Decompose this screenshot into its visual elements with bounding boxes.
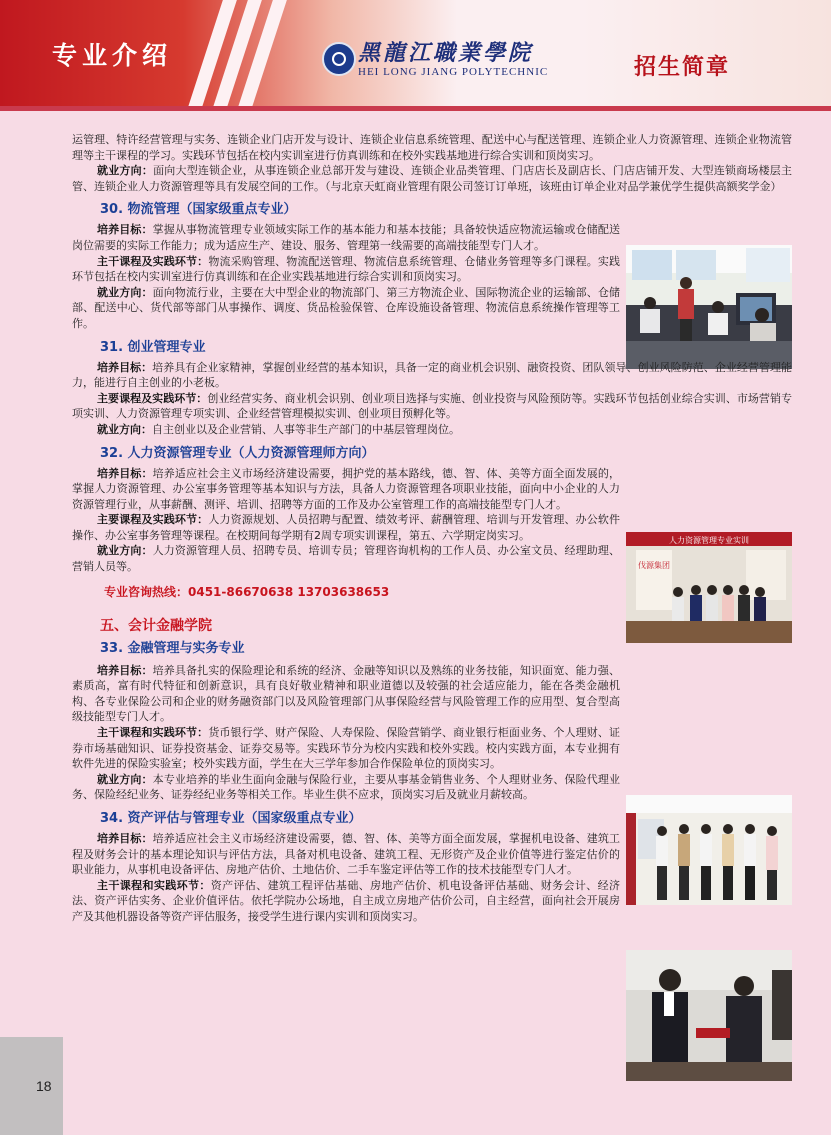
course-label: 主干课程和实践环节： xyxy=(97,726,209,740)
major-31-course xyxy=(72,391,792,422)
major-33-goal xyxy=(72,663,620,725)
course-text: 创业经营实务、商业机会识别、创业项目选择与实施、创业投资与风险预防等。实践环节包括创业综合实训、市场营销专项实训、人力资源管理专项实训、企业经营管理模拟实训、创业项目预孵化等。 xyxy=(72,391,793,421)
college-heading: 五、会计金融学院 xyxy=(100,617,212,634)
major-34-title: 34. 资产评估与管理专业（国家级重点专业） xyxy=(100,811,362,826)
job-label: 就业方向： xyxy=(97,772,153,786)
intro-job-paragraph xyxy=(72,163,792,194)
course-label: 主干课程及实践环节： xyxy=(97,254,209,268)
page-body xyxy=(72,132,792,925)
photo-hr-banner: 人力资源管理专业实训 xyxy=(669,536,749,545)
major-34-body xyxy=(72,831,620,925)
photo-hr-screen: 伐源集团 xyxy=(638,561,670,570)
major-31-goal xyxy=(72,360,792,391)
school-logo-icon xyxy=(322,42,356,76)
major-30-body xyxy=(72,222,620,331)
job-text: 人力资源管理人员、招聘专员、培训专员；管理咨询机构的工作人员、办公室文员、经理助理、营销人员等。 xyxy=(72,544,621,574)
intro-paragraph: 运管理、特许经营管理与实务、连锁企业门店开发与设计、连锁企业信息系统管理、配送中心与配送管理、连锁企业人力资源管理、连锁企业物流管理等主干课程的学习。实践环节包括在校内实训室进行仿真训练和在校外实践基地进行综合实训和顶岗实习。 xyxy=(72,133,792,162)
major-30-goal xyxy=(72,222,620,253)
major-32-body xyxy=(72,466,620,575)
course-text: 资产评估、建筑工程评估基础、房地产估价、机电设备评估基础、财务会计、经济法、资产评估实务、企业价值评估。依托学院办公场地，自主成立房地产估价公司，自主经营，面向社会开展房产及其他机器设备等资产评估服务，接受学生进行课内实训和顶岗实习。 xyxy=(72,878,621,923)
goal-text: 培养适应社会主义市场经济建设需要，拥护党的基本路线，德、智、体、美等方面全面发展的，掌握人力资源管理、办公室事务管理等基本知识与方法，具备人力资源管理各项职业技能，面向中小企业的人力资源管理行业，从事薪酬、测评、培训、招聘等方面的工作及办公室管理工作的高端技能型专门人才。 xyxy=(72,466,621,511)
header-bar xyxy=(0,106,831,111)
course-text: 人力资源规划、人员招聘与配置、绩效考评、薪酬管理、培训与开发管理、办公软件操作、办公室事务管理等课程。在校期间每学期有2周专项实训课程，第五、六学期定岗实习。 xyxy=(72,513,621,542)
major-32-job xyxy=(72,543,620,574)
goal-label: 培养目标： xyxy=(97,832,153,845)
school-name-cn: 黑龍江職業學院 xyxy=(358,40,534,66)
goal-label: 培养目标： xyxy=(97,466,153,480)
page-header xyxy=(0,0,831,110)
goal-text: 培养具备扎实的保险理论和系统的经济、金融等知识以及熟练的业务技能，知识面宽、能力强、素质高，富有时代特征和创新意识，具有良好敬业精神和职业道德以及较强的社会适应能力，能在各类金融机构、各专业保险公司和企业的财务融资部门以及风险管理部门从事保险经营与风险管理工作的应用型、复合型高级技能型专门人才。 xyxy=(72,663,621,724)
major-33-body xyxy=(72,663,620,803)
major-31-job xyxy=(72,422,792,438)
job-text: 本专业培养的毕业生面向金融与保险行业，主要从事基金销售业务、个人理财业务、保险代理业务、保险经纪业务、证券经纪业务等相关工作。毕业生供不应求，顶岗实习后及就业月薪较高。 xyxy=(72,772,621,802)
major-30-course xyxy=(72,254,620,285)
major-33-course xyxy=(72,725,620,772)
job-label: 就业方向： xyxy=(97,544,153,558)
intro-job-label: 就业方向： xyxy=(97,164,154,178)
goal-label: 培养目标： xyxy=(97,360,153,374)
job-text: 面向物流行业，主要在大中型企业的物流部门、第三方物流企业、国际物流企业的运输部、仓储部、配送中心、货代部等部门从事操作、调度、货品检验保管、仓库设施设备管理、物流信息系统操作管理等工作。 xyxy=(72,285,621,330)
major-33-job xyxy=(72,772,620,803)
school-name-en: HEI LONG JIANG POLYTECHNIC xyxy=(358,66,549,78)
course-label: 主干课程和实践环节： xyxy=(97,878,211,892)
course-label: 主要课程及实践环节： xyxy=(97,513,209,527)
major-33-title: 33. 金融管理与实务专业 xyxy=(100,640,245,656)
intro-job-text: 面向大型连锁企业，从事连锁企业总部开发与建设、连锁企业品类管理、门店店长及副店长、门店店铺开发、大型连锁商场楼层主管、连锁企业人力资源管理等具有发展空间的工作。（与北京天虹商业管理有限公司签订订单班，该班由订单企业对品学兼优学生提供高额奖学金） xyxy=(72,164,793,193)
major-32-title: 32. 人力资源管理专业（人力资源管理师方向） xyxy=(100,445,375,461)
goal-text: 培养具有企业家精神，掌握创业经营的基本知识，具备一定的商业机会识别、融资投资、团队领导、创业风险防范、企业经营管理能力，能进行自主创业的小老板。 xyxy=(72,360,793,390)
page-number-block xyxy=(0,1037,63,1135)
goal-label: 培养目标： xyxy=(97,223,153,237)
goal-label: 培养目标： xyxy=(97,663,153,677)
major-34-goal xyxy=(72,831,620,878)
page-number: 18 xyxy=(36,1078,52,1094)
major-32-course xyxy=(72,512,620,543)
consult-hotline: 专业咨询热线：0451-86670638 13703638653 xyxy=(104,584,390,599)
major-30-title: 30. 物流管理（国家级重点专业） xyxy=(100,202,297,218)
course-text: 物流采购管理、物流配送管理、物流信息系统管理、仓储业务管理等多门课程。实践环节包括在校内实训室进行仿真训练和在企业实践基地进行综合实训和顶岗实习。 xyxy=(72,254,621,284)
major-31-title: 31. 创业管理专业 xyxy=(100,339,206,355)
goal-text: 掌握从事物流管理专业领域实际工作的基本能力和基本技能；具备较快适应物流运输或仓储配送岗位需要的实际工作能力；成为适应生产、建设、服务、管理第一线需要的高端技能型专门人才。 xyxy=(72,223,621,252)
job-label: 就业方向： xyxy=(97,422,152,436)
job-label: 就业方向： xyxy=(97,285,153,299)
course-label: 主要课程及实践环节： xyxy=(97,391,208,405)
photo-asset-appraisal xyxy=(626,950,792,1081)
major-34-course xyxy=(72,878,620,925)
section-title: 专业介绍 xyxy=(52,41,173,70)
major-30-job xyxy=(72,285,620,332)
brochure-title: 招生简章 xyxy=(634,55,731,80)
course-text: 货币银行学、财产保险、人寿保险、保险营销学、商业银行柜面业务、个人理财、证券市场基础知识、证券投资基金、证券交易等。实践环节分为校内实践和校外实践。校内实践方面，本专业拥有软件先进的保险实验室；校外实践方面，学生在大三学年参加合作保险单位的顶岗实习。 xyxy=(72,726,621,771)
photo-appraisal-image xyxy=(626,950,792,1081)
goal-text: 培养适应社会主义市场经济建设需要，德、智、体、美等方面全面发展，掌握机电设备、建筑工程及财务会计的基本理论知识与评估方法，具备对机电设备、建筑工程、无形资产及企业价值等进行鉴定估价的职业能力，从事机电设备评估、房地产估价、土地估价、二手车鉴定评估等工作的技术技能型专门人才。 xyxy=(72,832,621,877)
major-32-goal xyxy=(72,466,620,513)
job-text: 自主创业以及企业营销、人事等非生产部门的中基层管理岗位。 xyxy=(152,422,460,436)
